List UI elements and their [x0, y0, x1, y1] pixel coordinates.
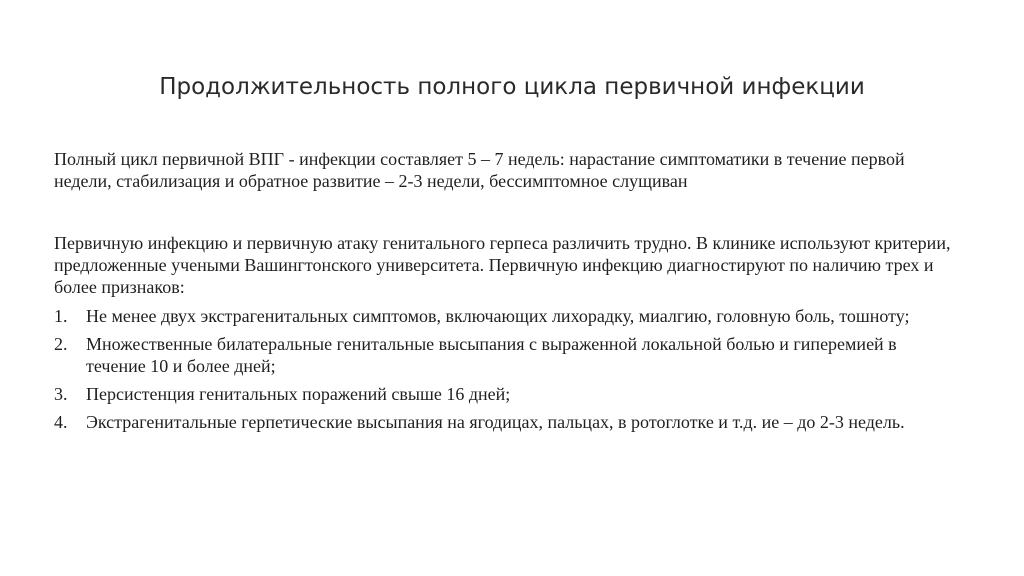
list-item-number: 1. — [54, 306, 68, 326]
list-item — [54, 333, 954, 377]
list-item — [54, 305, 954, 327]
list-item-text: Множественные билатеральные генитальные высыпания с выраженной локальной болью и гиперемией в течение 10 и более дней; — [86, 334, 897, 376]
list-item-text: Экстрагенитальные герпетические высыпания на ягодицах, пальцах, в ротоглотке и т.д. ие – до 2-3 недель. — [86, 412, 905, 432]
list-item-number: 2. — [54, 334, 68, 354]
paragraph-criteria-intro: Первичную инфекцию и первичную атаку генитального герпеса различить трудно. В клинике используют критерии, предложенные учеными Вашингтонского университета. Первичную инфекцию диагностируют по наличию трех и более признаков: — [54, 233, 951, 297]
list-item — [54, 411, 954, 433]
list-item-number: 4. — [54, 412, 68, 432]
list-item-number: 3. — [54, 384, 68, 404]
list-item-text: Не менее двух экстрагенитальных симптомов, включающих лихорадку, миалгию, головную боль, тошноту; — [86, 306, 910, 326]
list-item — [54, 383, 954, 405]
list-item-text: Персистенция генитальных поражений свыше 16 дней; — [86, 384, 511, 404]
paragraph-cycle-duration: Полный цикл первичной ВПГ - инфекции составляет 5 – 7 недель: нарастание симптоматики в течение первой недели, стабилизация и обратное развитие – 2-3 недели, бессимптомное слущиван — [54, 149, 905, 191]
criteria-list — [54, 305, 954, 439]
slide-title: Продолжительность полного цикла первичной инфекции — [159, 74, 865, 100]
